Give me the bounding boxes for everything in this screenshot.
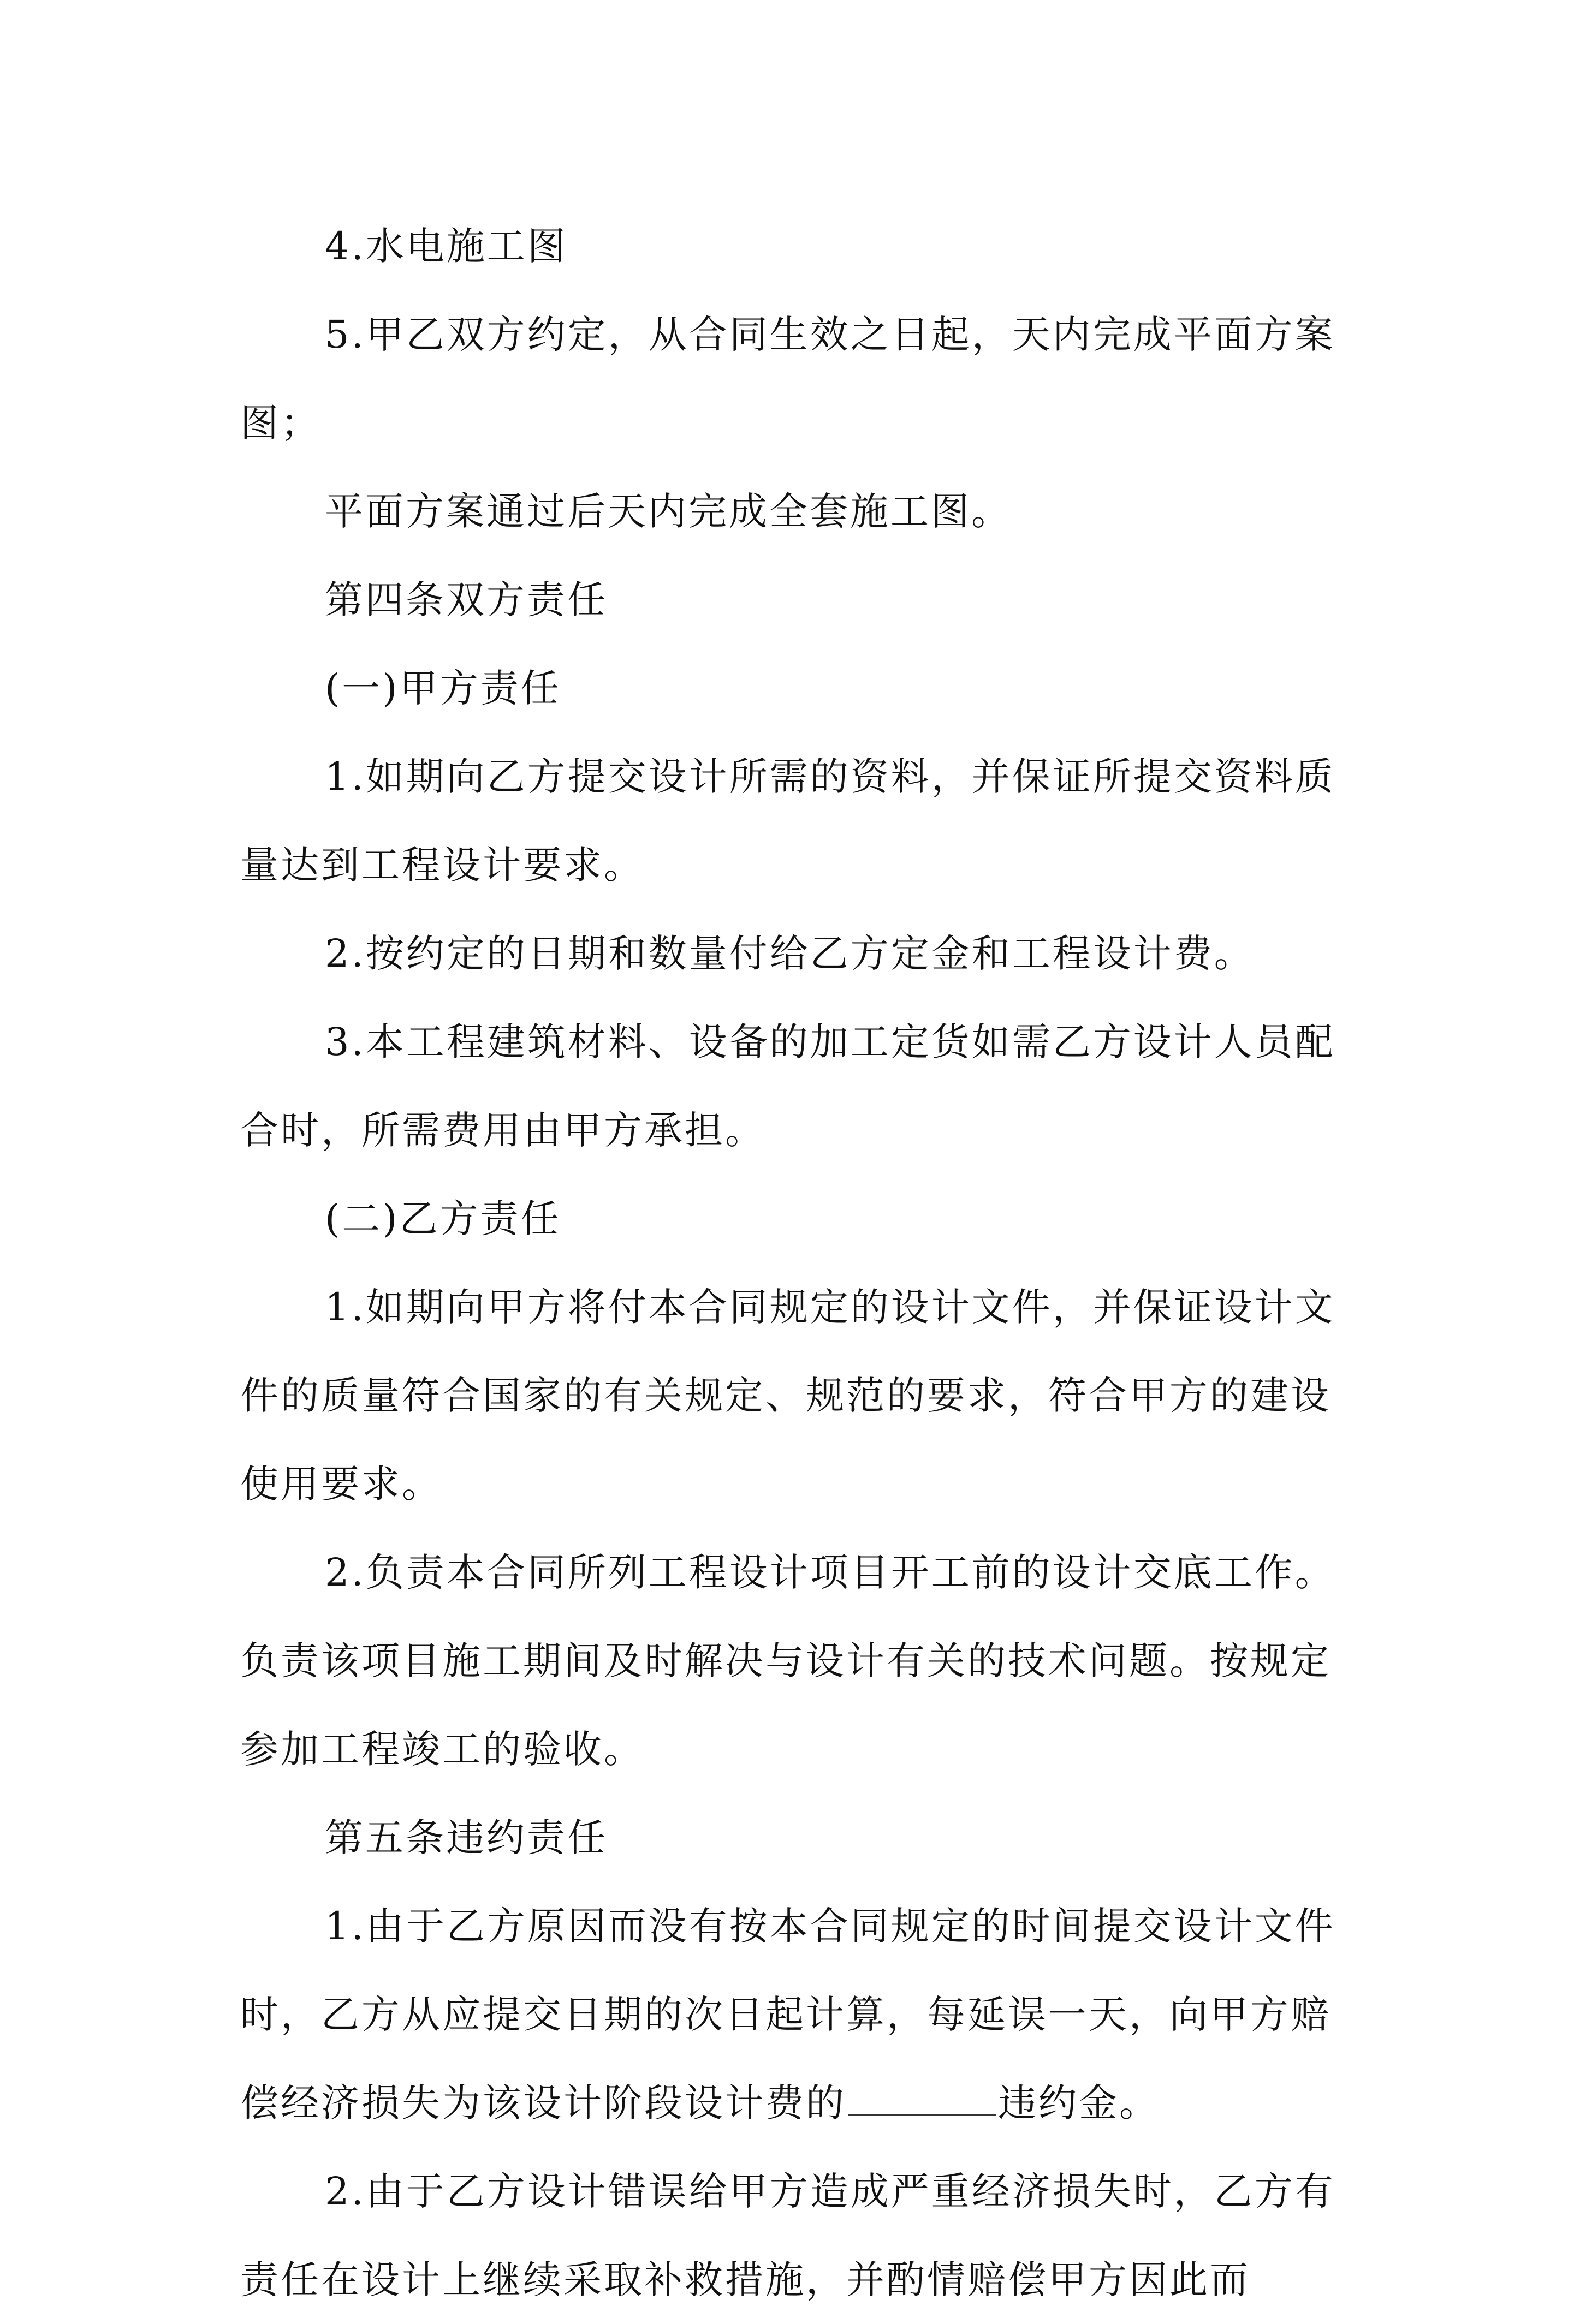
penalty-item-1	[240, 1882, 1365, 2147]
penalty-text-before: 1.由于乙方原因而没有按本合同规定的时间提交设计文件时，乙方从应提交日期的次日起计算，每延误一天，向甲方赔偿经济损失为该设计阶段设计费的	[240, 1904, 1335, 2125]
penalty-item-2: 2.由于乙方设计错误给甲方造成严重经济损失时，乙方有责任在设计上继续采取补救措施，并酌情赔偿甲方因此而	[240, 2169, 1335, 2302]
document-body	[240, 202, 1365, 2324]
party-b-item-2: 2.负责本合同所列工程设计项目开工前的设计交底工作。负责该项目施工期间及时解决与设计有关的技术问题。按规定参加工程竣工的验收。	[240, 1550, 1335, 1772]
party-a-heading: (一)甲方责任	[325, 666, 561, 711]
party-a-item-2: 2.按约定的日期和数量付给乙方定金和工程设计费。	[325, 931, 1255, 976]
party-b-item-1: 1.如期向甲方将付本合同规定的设计文件，并保证设计文件的质量符合国家的有关规定、规范的要求，符合甲方的建设使用要求。	[240, 1285, 1335, 1506]
article-5-heading: 第五条违约责任	[325, 1815, 608, 1860]
paragraph-item-5: 5.甲乙双方约定，从合同生效之日起，天内完成平面方案图；	[240, 312, 1335, 445]
party-b-heading: (二)乙方责任	[325, 1196, 561, 1241]
paragraph-item-4: 4.水电施工图	[325, 224, 568, 269]
party-a-item-1: 1.如期向乙方提交设计所需的资料，并保证所提交资料质量达到工程设计要求。	[240, 754, 1335, 887]
party-a-item-3: 3.本工程建筑材料、设备的加工定货如需乙方设计人员配合时，所需费用由甲方承担。	[240, 1020, 1335, 1153]
penalty-text-after: 违约金。	[998, 2081, 1160, 2125]
article-4-heading: 第四条双方责任	[325, 577, 608, 622]
fill-in-blank	[848, 2081, 996, 2116]
paragraph-plan-approval: 平面方案通过后天内完成全套施工图。	[325, 489, 1012, 534]
